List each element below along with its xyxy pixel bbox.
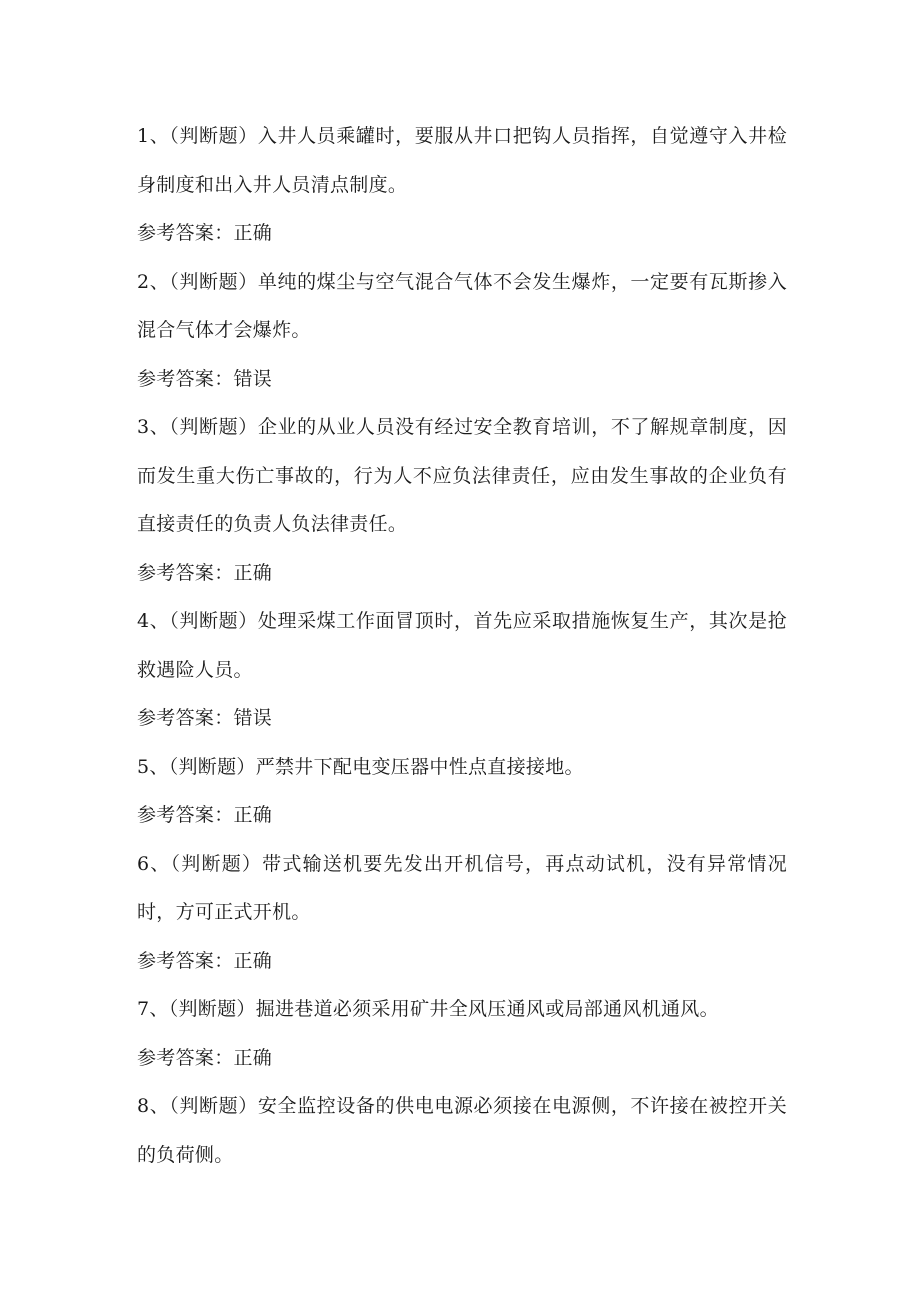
question-2-text: 2、（判断题）单纯的煤尘与空气混合气体不会发生爆炸，一定要有瓦斯掺入混合气体才会爆炸。 <box>137 270 787 341</box>
question-5-answer: 参考答案：正确 <box>137 804 273 826</box>
question-7-answer: 参考答案：正确 <box>137 1046 273 1069</box>
question-6-text: 6、（判断题）带式输送机要先发出开机信号，再点动试机，没有异常情况时，方可正式开机。 <box>137 852 787 923</box>
question-3-answer: 参考答案：正确 <box>137 561 273 584</box>
question-1-answer: 参考答案：正确 <box>137 222 273 244</box>
question-7-text: 7、（判断题）掘进巷道必须采用矿井全风压通风或局部通风机通风。 <box>137 998 719 1020</box>
question-2-answer: 参考答案：错误 <box>137 367 273 390</box>
question-5-text: 5、（判断题）严禁井下配电变压器中性点直接接地。 <box>137 755 584 778</box>
question-3-text: 3、（判断题）企业的从业人员没有经过安全教育培训，不了解规章制度，因而发生重大伤亡事故的，行为人不应负法律责任，应由发生事故的企业负有直接责任的负责人负法律责任。 <box>137 416 787 535</box>
question-4-text: 4、（判断题）处理采煤工作面冒顶时，首先应采取措施恢复生产，其次是抢救遇险人员。 <box>137 610 787 681</box>
document-page <box>137 112 787 1179</box>
question-1-text: 1、（判断题）入井人员乘罐时，要服从井口把钩人员指挥，自觉遵守入井检身制度和出入井人员清点制度。 <box>137 125 787 196</box>
question-6-answer: 参考答案：正确 <box>137 949 273 972</box>
question-8-text: 8、（判断题）安全监控设备的供电电源必须接在电源侧，不许接在被控开关的负荷侧。 <box>137 1095 787 1166</box>
question-4-answer: 参考答案：错误 <box>137 707 273 729</box>
